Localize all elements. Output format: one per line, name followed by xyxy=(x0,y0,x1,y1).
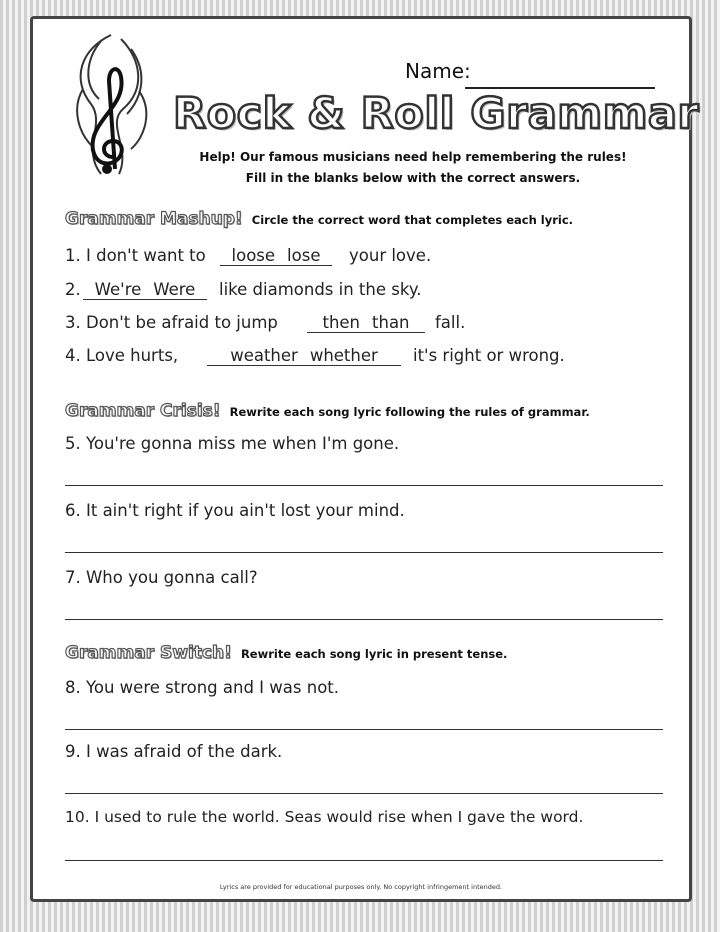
question-9-text: 9. I was afraid of the dark. xyxy=(65,742,283,761)
question-2-after: like diamonds in the sky. xyxy=(219,280,422,299)
question-1-after: your love. xyxy=(349,246,432,265)
section-mashup-title: Grammar Mashup! xyxy=(65,209,243,229)
question-2-option-b[interactable]: Were xyxy=(153,280,196,299)
question-7-answer-line[interactable] xyxy=(65,619,663,620)
question-10-answer-line[interactable] xyxy=(65,860,663,861)
question-8-answer-line[interactable] xyxy=(65,729,663,730)
question-4-option-a[interactable]: weather xyxy=(230,346,298,365)
question-2-options[interactable] xyxy=(83,280,207,300)
section-switch-desc: Rewrite each song lyric in present tense. xyxy=(240,647,508,661)
section-crisis-title: Grammar Crisis! xyxy=(65,401,221,421)
section-crisis-desc: Rewrite each song lyric following the rules of grammar. xyxy=(229,405,590,419)
treble-clef-logo xyxy=(61,29,159,179)
question-1-option-b[interactable]: lose xyxy=(287,246,321,265)
clef-dot xyxy=(102,164,112,174)
question-1-option-a[interactable]: loose xyxy=(231,246,276,265)
question-4-options[interactable] xyxy=(207,346,401,366)
worksheet-page xyxy=(30,16,700,902)
question-4-option-b[interactable]: whether xyxy=(309,346,378,365)
section-switch-header xyxy=(65,643,507,663)
name-label: Name: xyxy=(405,59,471,83)
question-5-text: 5. You're gonna miss me when I'm gone. xyxy=(65,434,400,453)
question-1-text: 1. I don't want to xyxy=(65,246,206,265)
intro-line-1: Help! Our famous musicians need help remembering the rules! xyxy=(199,150,627,164)
question-6-answer-line[interactable] xyxy=(65,552,663,553)
question-9-answer-line[interactable] xyxy=(65,793,663,794)
question-6-text: 6. It ain't right if you ain't lost your mind. xyxy=(65,501,405,520)
question-2-text: 2. xyxy=(65,280,81,299)
question-3-option-b[interactable]: than xyxy=(372,313,410,332)
section-mashup-desc: Circle the correct word that completes each lyric. xyxy=(251,213,574,227)
question-3-options[interactable] xyxy=(307,313,425,333)
question-10-text: 10. I used to rule the world. Seas would rise when I gave the word. xyxy=(65,808,584,826)
question-3-option-a[interactable]: then xyxy=(322,313,361,332)
question-1-options[interactable] xyxy=(220,246,332,266)
question-3-after: fall. xyxy=(435,313,466,332)
question-4-text: 4. Love hurts, xyxy=(65,346,179,365)
section-crisis-header xyxy=(65,401,590,421)
question-5-answer-line[interactable] xyxy=(65,485,663,486)
section-mashup-header xyxy=(65,209,573,229)
question-3-text: 3. Don't be afraid to jump xyxy=(65,313,278,332)
intro-line-2: Fill in the blanks below with the correct answers. xyxy=(245,171,581,185)
question-8-text: 8. You were strong and I was not. xyxy=(65,678,340,697)
section-switch-title: Grammar Switch! xyxy=(65,643,232,663)
question-4-after: it's right or wrong. xyxy=(413,346,565,365)
page-title: Rock & Roll Grammar xyxy=(173,89,700,139)
question-2-option-a[interactable]: We're xyxy=(94,280,142,299)
question-7-text: 7. Who you gonna call? xyxy=(65,568,258,587)
footer-disclaimer: Lyrics are provided for educational purposes only. No copyright infringement intended. xyxy=(219,883,503,891)
